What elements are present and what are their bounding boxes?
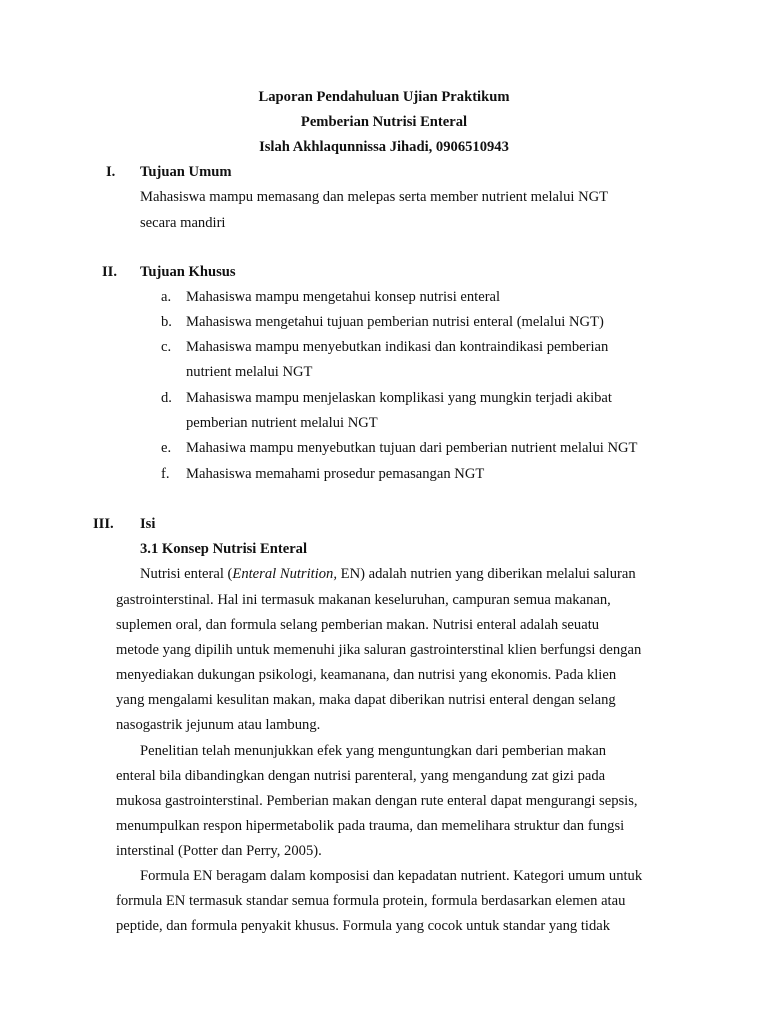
section-1-text-line: Mahasiswa mampu memasang dan melepas serta member nutrient melalui NGT [140,189,609,205]
paragraph-3-line: formula EN termasuk standar semua formula protein, formula berdasarkan elemen atau [116,893,626,909]
paragraph-1-line: metode yang dipilih untuk memenuhi jika saluran gastrointerstinal klien berfungsi dengan [116,642,642,658]
list-item-marker: e. [161,440,172,456]
paragraph-1-line: suplemen oral, dan formula selang pemberian makan. Nutrisi enteral adalah seuatu [116,617,600,633]
paragraph-2-line: interstinal (Potter dan Perry, 2005). [116,843,322,859]
list-item-continuation: pemberian nutrient melalui NGT [186,415,378,431]
list-item-marker: b. [161,314,172,330]
section-3-heading: Isi [140,516,156,532]
section-2-numeral: II. [102,264,118,280]
paragraph-2-line: enteral bila dibandingkan dengan nutrisi parenteral, yang mengandung zat gizi pada [116,768,606,784]
document-title: Laporan Pendahuluan Ujian Praktikum [258,89,510,105]
paragraph-2-line: mukosa gastrointerstinal. Pemberian makan dengan rute enteral dapat mengurangi sepsis, [116,793,638,809]
paragraph-1-line: nasogastrik jejunum atau lambung. [116,717,321,733]
section-1-heading: Tujuan Umum [140,164,232,180]
paragraph-2-line: Penelitian telah menunjukkan efek yang menguntungkan dari pemberian makan [140,743,607,759]
section-2-heading: Tujuan Khusus [140,264,236,280]
list-item: Mahasiswa memahami prosedur pemasangan NGT [186,466,485,482]
section-1-text-line: secara mandiri [140,215,226,231]
list-item-continuation: nutrient melalui NGT [186,364,313,380]
section-1-numeral: I. [106,164,116,180]
document-subtitle: Pemberian Nutrisi Enteral [300,114,468,130]
list-item-marker: a. [161,289,172,305]
list-item: Mahasiswa mampu menyebutkan indikasi dan kontraindikasi pemberian [186,339,609,355]
paragraph-1-line: yang mengalami kesulitan makan, maka dapat diberikan nutrisi enteral dengan selang [116,692,616,708]
section-3-numeral: III. [93,516,114,532]
list-item-marker: d. [161,390,172,406]
paragraph-1-text: EN) adalah nutrien yang diberikan melalui saluran [337,566,636,582]
list-item-marker: c. [161,339,172,355]
list-item-marker: f. [161,466,170,482]
paragraph-1-line: menyediakan dukungan psikologi, keamanana, dan nutrisi yang ekonomis. Pada klien [116,667,617,683]
paragraph-3-line: Formula EN beragam dalam komposisi dan kepadatan nutrient. Kategori umum untuk [140,868,643,884]
paragraph-1-line: gastrointerstinal. Hal ini termasuk makanan keseluruhan, campuran semua makanan, [116,592,611,608]
list-item: Mahasiwa mampu menyebutkan tujuan dari pemberian nutrient melalui NGT [186,440,638,456]
list-item: Mahasiswa mengetahui tujuan pemberian nutrisi enteral (melalui NGT) [186,314,604,330]
paragraph-1-italic-term: Enteral Nutrition, [232,566,337,582]
paragraph-1-text: Nutrisi enteral ( [140,566,233,582]
list-item: Mahasiswa mampu menjelaskan komplikasi yang mungkin terjadi akibat [186,390,612,406]
paragraph-2-line: menumpulkan respon hipermetabolik pada trauma, dan memelihara struktur dan fungsi [116,818,625,834]
section-3-subheading: 3.1 Konsep Nutrisi Enteral [140,541,308,557]
list-item: Mahasiswa mampu mengetahui konsep nutrisi enteral [186,289,501,305]
paragraph-1-first-line [140,566,636,583]
document-author: Islah Akhlaqunnissa Jihadi, 0906510943 [259,139,509,155]
paragraph-3-line: peptide, dan formula penyakit khusus. Formula yang cocok untuk standar yang tidak [116,918,611,934]
